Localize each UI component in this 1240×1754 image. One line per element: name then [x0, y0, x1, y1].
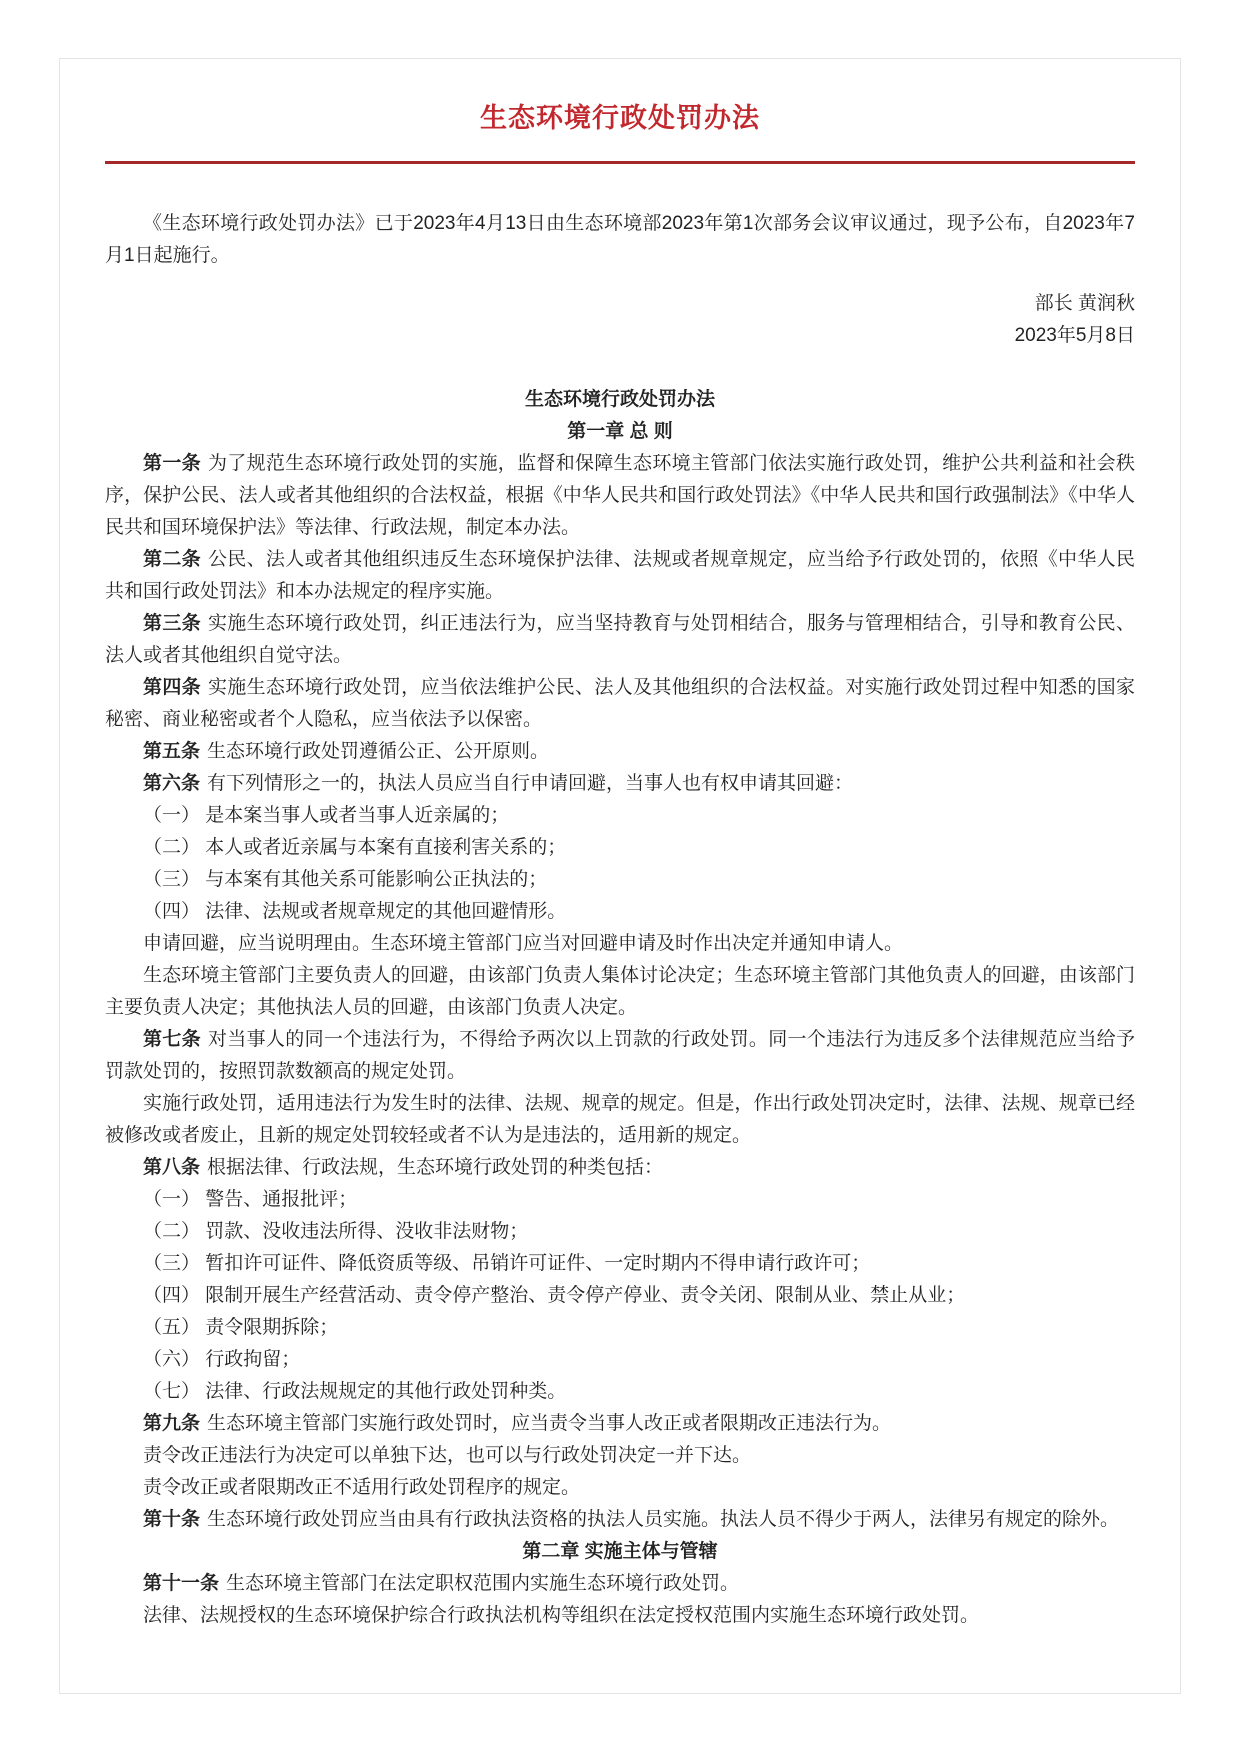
chapter-heading: 第一章 总 则: [567, 421, 673, 442]
body-paragraph: 实施行政处罚，适用违法行为发生时的法律、法规、规章的规定。但是，作出行政处罚决定时，法律、法规、规章已经被修改或者废止，且新的规定处罚较轻或者不认为是违法的，适用新的规定。: [105, 1093, 1135, 1146]
body-paragraph: 责令改正违法行为决定可以单独下达，也可以与行政处罚决定一并下达。: [143, 1445, 752, 1466]
body-paragraph: （四） 法律、法规或者规章规定的其他回避情形。: [143, 901, 567, 922]
body-paragraph: （四） 限制开展生产经营活动、责令停产整治、责令停产停业、责令关闭、限制从业、禁止从业；: [143, 1285, 966, 1306]
chapter-heading: 生态环境行政处罚办法: [524, 389, 715, 410]
body-paragraph: （三） 与本案有其他关系可能影响公正执法的；: [143, 869, 548, 890]
article-number: 第七条: [143, 1029, 201, 1050]
article-paragraph: 第四条 实施生态环境行政处罚，应当依法维护公民、法人及其他组织的合法权益。对实施行政处罚过程中知悉的国家秘密、商业秘密或者个人隐私，应当依法予以保密。: [105, 677, 1135, 730]
viewport: [0, 58, 1240, 1694]
article-paragraph: 第六条 有下列情形之一的，执法人员应当自行申请回避，当事人也有权申请其回避：: [143, 773, 854, 794]
article-paragraph: 第七条 对当事人的同一个违法行为，不得给予两次以上罚款的行政处罚。同一个违法行为违反多个法律规范应当给予罚款处罚的，按照罚款数额高的规定处罚。: [105, 1029, 1135, 1082]
body-paragraph: （六） 行政拘留；: [143, 1349, 301, 1370]
article-number: 第十条: [143, 1509, 201, 1530]
article-number: 第一条: [143, 453, 201, 474]
article-number: 第二条: [143, 549, 201, 570]
article-paragraph: 第三条 实施生态环境行政处罚，纠正违法行为，应当坚持教育与处罚相结合，服务与管理相结合，引导和教育公民、法人或者其他组织自觉守法。: [105, 613, 1135, 666]
body-paragraph: （一） 是本案当事人或者当事人近亲属的；: [143, 805, 510, 826]
article-number: 第十一条: [143, 1573, 220, 1594]
preamble-text: 《生态环境行政处罚办法》已于2023年4月13日由生态环境部2023年第1次部务会议审议通过，现予公布，自2023年7月1日起施行。: [105, 213, 1135, 266]
article-paragraph: 第二条 公民、法人或者其他组织违反生态环境保护法律、法规或者规章规定，应当给予行政处罚的，依照《中华人民共和国行政处罚法》和本办法规定的程序实施。: [105, 549, 1135, 602]
body-paragraph: 法律、法规授权的生态环境保护综合行政执法机构等组织在法定授权范围内实施生态环境行政处罚。: [143, 1605, 980, 1626]
article-number: 第五条: [143, 741, 201, 762]
body-paragraph: （三） 暂扣许可证件、降低资质等级、吊销许可证件、一定时期内不得申请行政许可；: [143, 1253, 871, 1274]
article-number: 第九条: [143, 1413, 201, 1434]
body-paragraph: 责令改正或者限期改正不适用行政处罚程序的规定。: [143, 1477, 581, 1498]
chapter-heading: 第二章 实施主体与管辖: [522, 1541, 718, 1562]
article-number: 第四条: [143, 677, 201, 698]
document-body: [105, 384, 1135, 1632]
article-number: 第六条: [143, 773, 201, 794]
article-paragraph: 第十条 生态环境行政处罚应当由具有行政执法资格的执法人员实施。执法人员不得少于两人，法律另有规定的除外。: [143, 1509, 1120, 1530]
signature-date: 2023年5月8日: [1014, 325, 1135, 346]
article-paragraph: 第十一条 生态环境主管部门在法定职权范围内实施生态环境行政处罚。: [143, 1573, 740, 1594]
article-number: 第八条: [143, 1157, 201, 1178]
body-paragraph: 生态环境主管部门主要负责人的回避，由该部门负责人集体讨论决定；生态环境主管部门其他负责人的回避，由该部门主要负责人决定；其他执法人员的回避，由该部门负责人决定。: [105, 965, 1135, 1018]
body-paragraph: （七） 法律、行政法规规定的其他行政处罚种类。: [143, 1381, 567, 1402]
body-paragraph: （一） 警告、通报批评；: [143, 1189, 358, 1210]
article-paragraph: 第一条 为了规范生态环境行政处罚的实施，监督和保障生态环境主管部门依法实施行政处罚，维护公共利益和社会秩序，保护公民、法人或者其他组织的合法权益，根据《中华人民共和国行政处罚法》《中华人民共和国行政强制法》《中华人民共和国环境保护法》等法律、行政法规，制定本办法。: [105, 453, 1135, 538]
article-number: 第三条: [143, 613, 201, 634]
body-paragraph: 申请回避，应当说明理由。生态环境主管部门应当对回避申请及时作出决定并通知申请人。: [143, 933, 904, 954]
article-paragraph: 第九条 生态环境主管部门实施行政处罚时，应当责令当事人改正或者限期改正违法行为。: [143, 1413, 892, 1434]
preamble-section: [105, 208, 1135, 352]
title-divider: [105, 161, 1135, 164]
page-title: 生态环境行政处罚办法: [480, 103, 760, 133]
article-paragraph: 第五条 生态环境行政处罚遵循公正、公开原则。: [143, 741, 550, 762]
article-paragraph: 第八条 根据法律、行政法规，生态环境行政处罚的种类包括：: [143, 1157, 664, 1178]
signature-minister: 部长 黄润秋: [1034, 293, 1135, 314]
document-page: [59, 58, 1181, 1694]
body-paragraph: （二） 罚款、没收违法所得、没收非法财物；: [143, 1221, 529, 1242]
body-paragraph: （二） 本人或者近亲属与本案有直接利害关系的；: [143, 837, 567, 858]
body-paragraph: （五） 责令限期拆除；: [143, 1317, 339, 1338]
